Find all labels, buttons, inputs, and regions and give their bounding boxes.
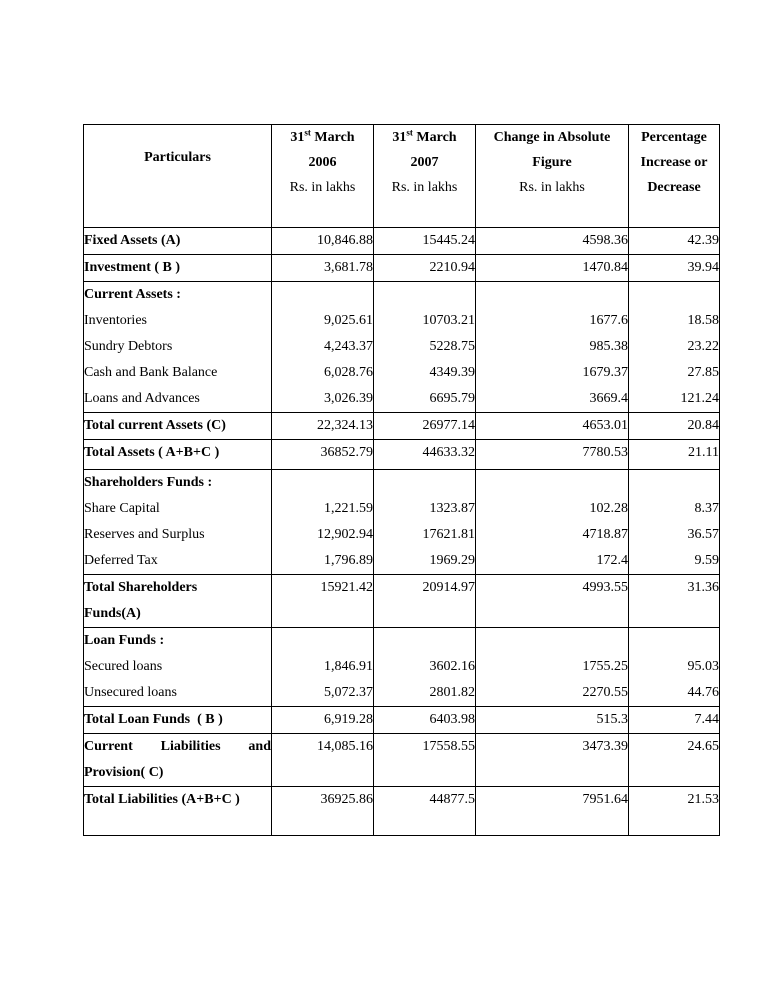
row-label: Total Loan Funds ( B ) <box>84 707 272 734</box>
header-pct-line3: Decrease <box>647 180 701 195</box>
loan-funds-pct <box>629 628 720 707</box>
inventories-pct: 18.58 <box>687 313 719 328</box>
row-total-liabilities <box>84 787 720 836</box>
header-2006-year: 2006 <box>308 155 337 170</box>
balance-sheet-table <box>83 124 720 836</box>
inventories-2007: 10703.21 <box>422 313 475 328</box>
value-change: 4598.36 <box>476 228 629 255</box>
header-change-unit: Rs. in lakhs <box>519 180 585 195</box>
unsecured-label: Unsecured loans <box>84 685 177 700</box>
loans-advances-pct: 121.24 <box>680 391 719 406</box>
current-liabilities-label-2: Provision( C) <box>84 765 164 780</box>
deferred-tax-2006: 1,796.89 <box>324 553 373 568</box>
row-total-assets <box>84 440 720 470</box>
loans-advances-label: Loans and Advances <box>84 391 200 406</box>
row-label: Total Liabilities (A+B+C ) <box>84 787 272 836</box>
unsecured-2006: 5,072.37 <box>324 685 373 700</box>
inventories-label: Inventories <box>84 313 147 328</box>
header-2007-day: 31 <box>392 130 407 145</box>
secured-change: 1755.25 <box>582 659 628 674</box>
header-pct-line1: Percentage <box>641 130 707 145</box>
value-2006: 3,681.78 <box>272 255 374 282</box>
loan-funds-2007 <box>374 628 476 707</box>
current-assets-2007 <box>374 282 476 413</box>
row-current-assets-group <box>84 282 720 413</box>
cash-bank-label: Cash and Bank Balance <box>84 365 218 380</box>
value-pct: 31.36 <box>629 575 720 628</box>
shareholders-heading: Shareholders Funds : <box>84 475 213 490</box>
secured-2007: 3602.16 <box>429 659 475 674</box>
shareholders-labels <box>84 470 272 575</box>
secured-pct: 95.03 <box>687 659 719 674</box>
value-pct: 20.84 <box>629 413 720 440</box>
value-2007: 44633.32 <box>374 440 476 470</box>
cash-bank-2006: 6,028.76 <box>324 365 373 380</box>
row-label: Total current Assets (C) <box>84 413 272 440</box>
value-2007: 15445.24 <box>374 228 476 255</box>
value-pct: 24.65 <box>629 734 720 787</box>
header-particulars-text: Particulars <box>144 150 211 165</box>
row-total-current-assets <box>84 413 720 440</box>
value-pct: 7.44 <box>629 707 720 734</box>
reserves-2007: 17621.81 <box>422 527 475 542</box>
share-capital-2007: 1323.87 <box>429 501 475 516</box>
shareholders-pct <box>629 470 720 575</box>
shareholders-change <box>476 470 629 575</box>
row-label: Fixed Assets (A) <box>84 228 272 255</box>
unsecured-pct: 44.76 <box>687 685 719 700</box>
header-change-line1: Change in Absolute <box>493 130 611 145</box>
value-change: 3473.39 <box>476 734 629 787</box>
value-change: 515.3 <box>476 707 629 734</box>
secured-label: Secured loans <box>84 659 163 674</box>
value-2006: 14,085.16 <box>272 734 374 787</box>
share-capital-pct: 8.37 <box>694 501 719 516</box>
sundry-debtors-label: Sundry Debtors <box>84 339 173 354</box>
header-particulars <box>84 125 272 228</box>
cash-bank-change: 1679.37 <box>582 365 628 380</box>
header-percentage <box>629 125 720 228</box>
inventories-2006: 9,025.61 <box>324 313 373 328</box>
current-assets-change <box>476 282 629 413</box>
value-pct: 42.39 <box>629 228 720 255</box>
value-change: 7780.53 <box>476 440 629 470</box>
current-assets-2006 <box>272 282 374 413</box>
value-change: 4993.55 <box>476 575 629 628</box>
secured-2006: 1,846.91 <box>324 659 373 674</box>
value-pct: 21.53 <box>629 787 720 836</box>
value-change: 7951.64 <box>476 787 629 836</box>
unsecured-change: 2270.55 <box>582 685 628 700</box>
shareholders-2006 <box>272 470 374 575</box>
row-fixed-assets <box>84 228 720 255</box>
unsecured-2007: 2801.82 <box>429 685 475 700</box>
row-label: Total Assets ( A+B+C ) <box>84 440 272 470</box>
value-2007: 17558.55 <box>374 734 476 787</box>
value-2007: 20914.97 <box>374 575 476 628</box>
share-capital-change: 102.28 <box>589 501 628 516</box>
header-2007 <box>374 125 476 228</box>
loan-funds-2006 <box>272 628 374 707</box>
row-investment <box>84 255 720 282</box>
header-change <box>476 125 629 228</box>
header-pct-line2: Increase or <box>640 155 708 170</box>
row-loan-funds-group <box>84 628 720 707</box>
inventories-change: 1677.6 <box>589 313 628 328</box>
value-pct: 39.94 <box>629 255 720 282</box>
value-2007: 26977.14 <box>374 413 476 440</box>
header-2007-year: 2007 <box>410 155 439 170</box>
header-2007-sup: st <box>406 127 413 138</box>
row-total-loan-funds <box>84 707 720 734</box>
loan-funds-heading: Loan Funds : <box>84 633 165 648</box>
loans-advances-change: 3669.4 <box>589 391 628 406</box>
cash-bank-pct: 27.85 <box>687 365 719 380</box>
total-shareholders-label-2: Funds(A) <box>84 606 141 621</box>
header-2007-unit: Rs. in lakhs <box>391 180 458 195</box>
row-shareholders-group <box>84 470 720 575</box>
header-2006 <box>272 125 374 228</box>
deferred-tax-2007: 1969.29 <box>429 553 475 568</box>
header-2006-month: March <box>310 130 355 145</box>
value-2006: 36925.86 <box>272 787 374 836</box>
value-2007: 44877.5 <box>374 787 476 836</box>
row-label: Investment ( B ) <box>84 255 272 282</box>
value-pct: 21.11 <box>629 440 720 470</box>
value-2006: 15921.42 <box>272 575 374 628</box>
header-2006-unit: Rs. in lakhs <box>289 180 356 195</box>
cash-bank-2007: 4349.39 <box>429 365 475 380</box>
current-assets-labels <box>84 282 272 413</box>
sundry-debtors-2006: 4,243.37 <box>324 339 373 354</box>
sundry-debtors-change: 985.38 <box>589 339 628 354</box>
reserves-label: Reserves and Surplus <box>84 527 205 542</box>
reserves-2006: 12,902.94 <box>317 527 373 542</box>
deferred-tax-change: 172.4 <box>596 553 628 568</box>
loans-advances-2007: 6695.79 <box>429 391 475 406</box>
current-liabilities-label-1: Current Liabilities and <box>84 739 271 754</box>
share-capital-label: Share Capital <box>84 501 160 516</box>
value-2007: 2210.94 <box>374 255 476 282</box>
header-2007-month: March <box>412 130 457 145</box>
deferred-tax-label: Deferred Tax <box>84 553 158 568</box>
row-total-shareholders <box>84 575 720 628</box>
row-label <box>84 575 272 628</box>
total-shareholders-label-1: Total Shareholders <box>84 580 198 595</box>
header-row <box>84 125 720 228</box>
value-change: 1470.84 <box>476 255 629 282</box>
header-2006-day: 31 <box>290 130 305 145</box>
row-label <box>84 734 272 787</box>
header-change-line2: Figure <box>532 155 572 170</box>
current-assets-pct <box>629 282 720 413</box>
value-change: 4653.01 <box>476 413 629 440</box>
current-assets-heading: Current Assets : <box>84 287 181 302</box>
value-2006: 10,846.88 <box>272 228 374 255</box>
value-2007: 6403.98 <box>374 707 476 734</box>
sundry-debtors-pct: 23.22 <box>687 339 719 354</box>
loan-funds-labels <box>84 628 272 707</box>
reserves-pct: 36.57 <box>687 527 719 542</box>
reserves-change: 4718.87 <box>582 527 628 542</box>
loans-advances-2006: 3,026.39 <box>324 391 373 406</box>
value-2006: 36852.79 <box>272 440 374 470</box>
sundry-debtors-2007: 5228.75 <box>429 339 475 354</box>
row-current-liabilities <box>84 734 720 787</box>
loan-funds-change <box>476 628 629 707</box>
deferred-tax-pct: 9.59 <box>694 553 719 568</box>
share-capital-2006: 1,221.59 <box>324 501 373 516</box>
header-2006-sup: st <box>304 127 311 138</box>
value-2006: 22,324.13 <box>272 413 374 440</box>
shareholders-2007 <box>374 470 476 575</box>
value-2006: 6,919.28 <box>272 707 374 734</box>
